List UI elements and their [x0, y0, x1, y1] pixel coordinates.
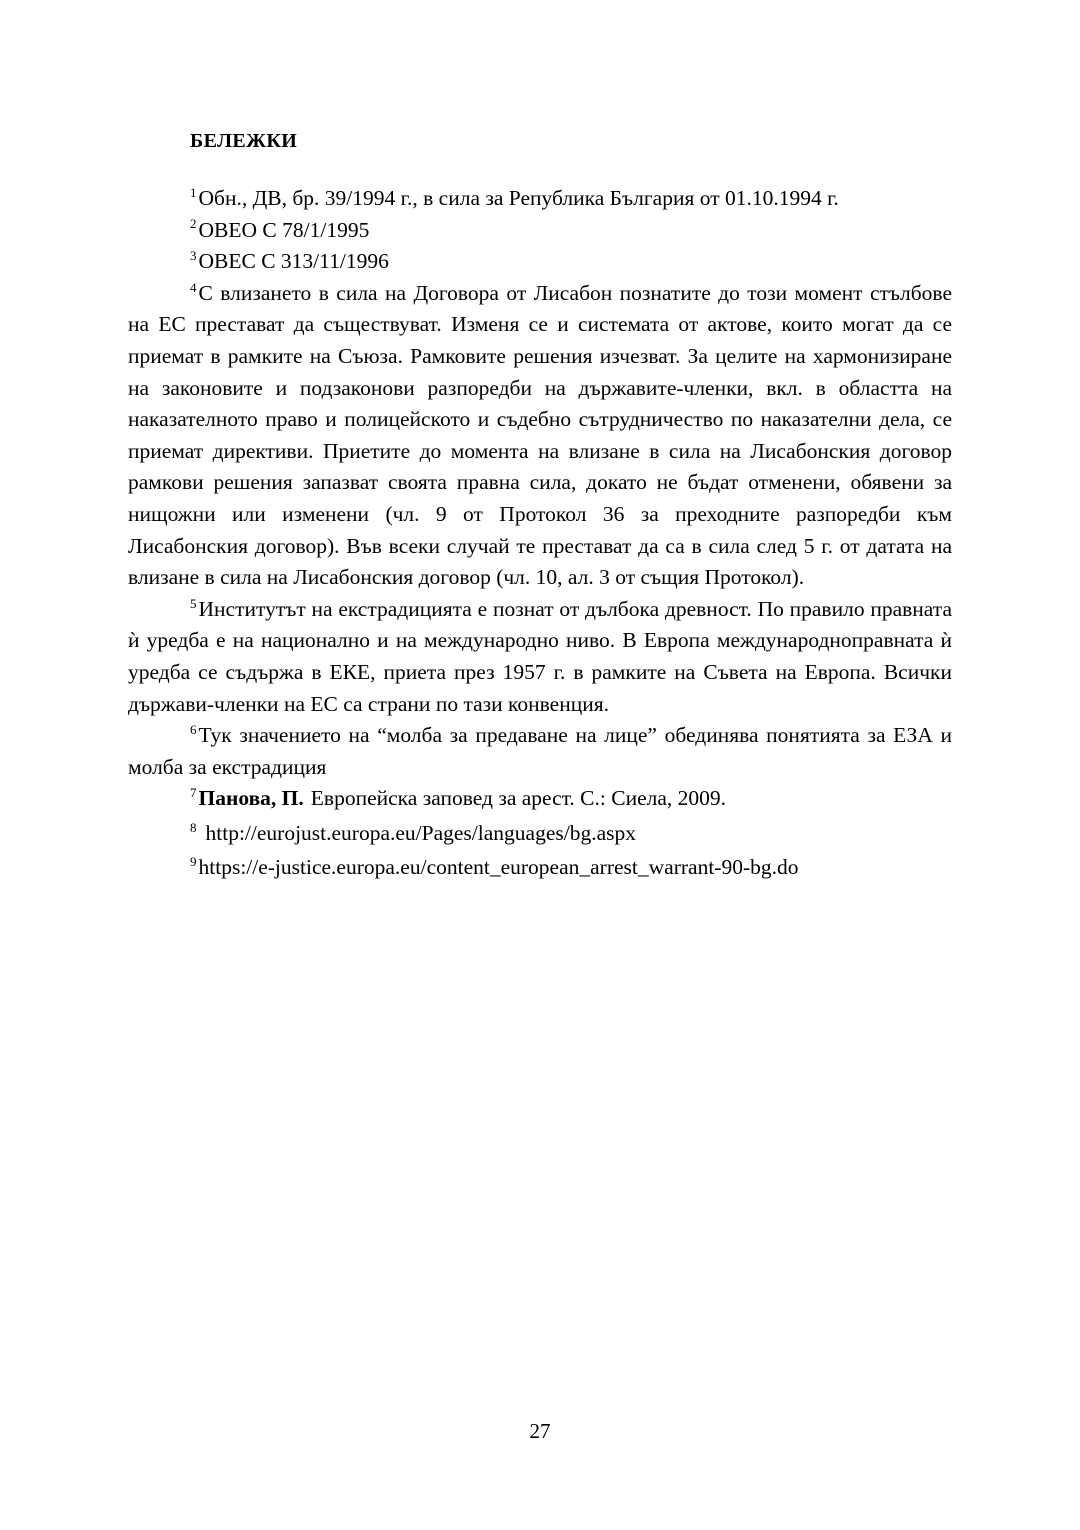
footnote-6 — [128, 720, 952, 783]
footnote-marker: 9 — [190, 854, 197, 870]
footnote-text: Обн., ДВ, бр. 39/1994 г., в сила за Република България от 01.10.1994 г. — [198, 186, 839, 210]
footnote-9 — [128, 852, 952, 884]
footnote-author: Панова, П. — [198, 786, 304, 811]
footnote-marker: 5 — [190, 595, 197, 611]
footnote-marker: 6 — [190, 721, 197, 737]
footnote-7 — [128, 783, 952, 815]
footnote-marker: 8 — [190, 819, 197, 835]
footnote-marker: 3 — [190, 248, 197, 264]
footnote-marker: 1 — [190, 184, 197, 200]
footnote-text: Европейска заповед за арест. С.: Сиела, 2009. — [310, 786, 727, 811]
footnote-url[interactable]: http://eurojust.europa.eu/Pages/languages/bg.aspx — [205, 820, 637, 845]
page-title: БЕЛЕЖКИ — [190, 130, 298, 152]
footnote-2 — [128, 215, 952, 247]
footnote-text: ОВЕС С 313/11/1996 — [198, 249, 389, 274]
footnote-marker: 7 — [190, 785, 197, 801]
footnote-text: Тук значението на “молба за предаване на лице” обединява понятията за ЕЗА и молба за екстрадиция — [128, 723, 952, 779]
footnote-text: Институтът на екстрадицията е познат от дълбока древност. По правило правната ѝ уредба е на национално и на международно ниво. В Европа международноправната ѝ уредба се съдържа в ЕКЕ, приета през 1957 г. в рамките на Съвета на Европа. Всички държави-членки на ЕС са страни по тази конвенция. — [128, 596, 952, 716]
footnote-3 — [128, 246, 952, 278]
footnote-1 — [128, 183, 952, 215]
footnote-text: ОВЕО С 78/1/1995 — [198, 217, 370, 242]
page-number: 27 — [529, 1419, 551, 1443]
footnote-text: С влизането в сила на Договора от Лисабон познатите до този момент стълбове на ЕС престават да съществуват. Изменя се и системата от актове, които могат да се приемат в рамките на Съюза. Рамковите решения изчезват. За целите на хармонизиране на законовите и подзаконови разпоредби на държавите-членки, вкл. в областта на наказателното право и полицейското и съдебно сътрудничество по наказателни дела, се приемат директиви. Приетите до момента на влизане в сила на Лисабонския договор рамкови решения запазват своята правна сила, докато не бъдат отменени, обявени за нищожни или изменени (чл. 9 от Протокол 36 за преходните разпоредби към Лисабонския договор). Във всеки случай те престават да са в сила след 5 г. от датата на влизане в сила на Лисабонския договор (чл. 10, ал. 3 от същия Протокол). — [128, 280, 952, 590]
footnote-4 — [128, 278, 952, 594]
footnote-8 — [128, 818, 952, 850]
footnote-url[interactable]: https://e-justice.europa.eu/content_european_arrest_warrant-90-bg.do — [198, 855, 799, 880]
footnote-marker: 4 — [190, 279, 197, 295]
footnote-marker: 2 — [190, 216, 197, 232]
footnote-5 — [128, 594, 952, 720]
